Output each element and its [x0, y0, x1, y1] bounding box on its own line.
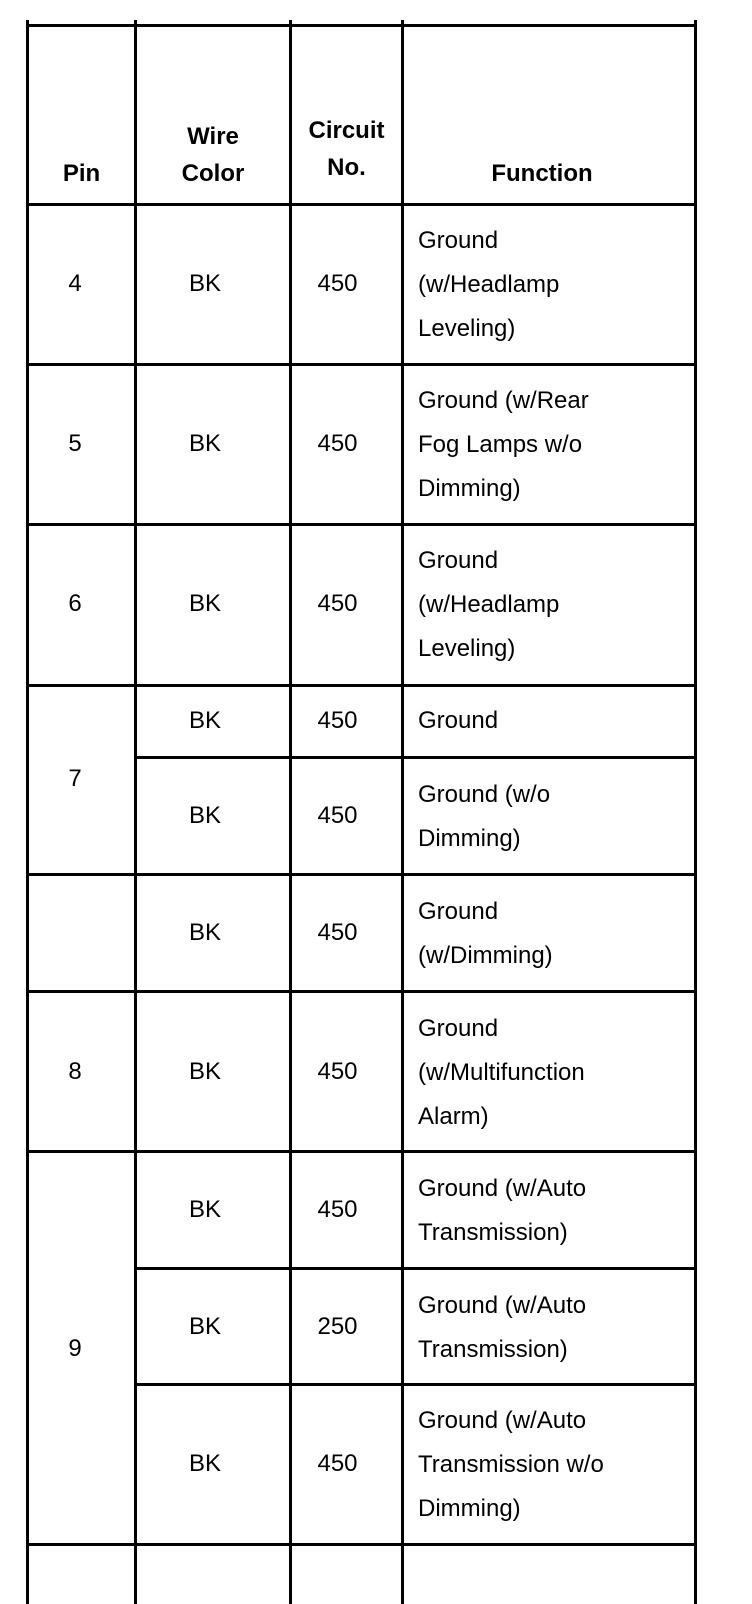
wire-color-cell: BK [188, 590, 221, 617]
header-function: Function [491, 160, 593, 187]
wire-color-cell: BK [188, 430, 221, 457]
wire-color-cell: BK [188, 1450, 221, 1477]
circuit-cell: 450 [317, 1196, 358, 1223]
header-divider [26, 203, 697, 206]
circuit-cell: 450 [317, 1058, 358, 1085]
pin-cell: 7 [68, 765, 82, 792]
row-divider [134, 1267, 697, 1270]
pin-cell: 5 [68, 430, 82, 457]
pin-cell: 4 [68, 270, 82, 297]
row-divider [26, 990, 697, 993]
wire-color-cell: BK [188, 1058, 221, 1085]
function-cell: Ground (w/Auto Transmission) [418, 1175, 587, 1246]
function-cell: Ground (w/Rear Fog Lamps w/o Dimming) [418, 387, 589, 502]
row-divider [26, 1543, 697, 1546]
function-cell: Ground (w/Headlamp Leveling) [418, 547, 560, 662]
circuit-cell: 450 [317, 270, 358, 297]
circuit-cell: 450 [317, 1450, 358, 1477]
row-divider [26, 873, 697, 876]
row-divider [134, 756, 697, 759]
function-cell: Ground (w/Auto Transmission w/o Dimming) [418, 1407, 604, 1522]
row-divider [134, 1383, 697, 1386]
row-divider [26, 363, 697, 366]
row-divider [26, 1150, 697, 1153]
column-divider [401, 20, 404, 1604]
wire-color-cell: BK [188, 1313, 221, 1340]
circuit-cell: 450 [317, 590, 358, 617]
circuit-cell: 450 [317, 802, 358, 829]
header-circuit-no: Circuit No. [308, 117, 385, 181]
wire-color-cell: BK [188, 919, 221, 946]
row-divider [26, 523, 697, 526]
function-cell: Ground (w/Multifunction Alarm) [418, 1015, 585, 1130]
table-border-top [26, 24, 697, 27]
row-divider [26, 684, 697, 687]
function-cell: Ground (w/Dimming) [418, 898, 553, 969]
wire-color-cell: BK [188, 1196, 221, 1223]
function-cell: Ground (w/Headlamp Leveling) [418, 227, 560, 342]
pin-cell: 8 [68, 1058, 82, 1085]
circuit-cell: 450 [317, 919, 358, 946]
circuit-cell: 250 [317, 1313, 358, 1340]
circuit-cell: 450 [317, 707, 358, 734]
table-border-right [694, 20, 697, 1604]
header-wire-color: Wire Color [181, 123, 245, 187]
wire-color-cell: BK [188, 270, 221, 297]
header-pin: Pin [62, 160, 101, 187]
function-cell: Ground [418, 707, 499, 734]
function-cell: Ground (w/Auto Transmission) [418, 1292, 587, 1363]
function-cell: Ground (w/o Dimming) [418, 781, 551, 852]
pin-cell: 9 [68, 1335, 82, 1362]
wire-color-cell: BK [188, 802, 221, 829]
wire-color-cell: BK [188, 707, 221, 734]
pin-cell: 6 [68, 590, 82, 617]
circuit-cell: 450 [317, 430, 358, 457]
